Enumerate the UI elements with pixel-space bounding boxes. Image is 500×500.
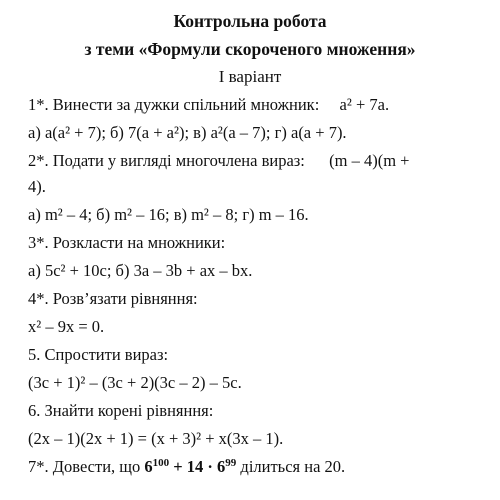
task-2-expression-cont: 4). — [28, 177, 46, 196]
task-7-number: 7*. — [28, 457, 49, 476]
task-1-number: 1*. — [28, 95, 49, 114]
task-7-formula-middle: + 14 · 6 — [169, 457, 226, 476]
task-3-statement — [28, 232, 472, 254]
task-4-statement — [28, 288, 472, 310]
title-line-1: Контрольна робота — [173, 11, 327, 31]
task-1-text: Винести за дужки спільний множник: — [52, 95, 320, 114]
task-7-base: 6 — [144, 457, 153, 476]
task-4-text: Розв’язати рівняння: — [52, 289, 198, 308]
task-2-expression: (m – 4)(m + — [329, 151, 410, 170]
task-7-formula — [144, 457, 236, 476]
task-6-equation: (2x – 1)(2x + 1) = (x + 3)² + x(3x – 1). — [28, 429, 284, 448]
task-2-options: а) m² – 4; б) m² – 16; в) m² – 8; г) m – 16. — [28, 205, 309, 224]
task-5-statement — [28, 344, 472, 366]
task-2-text: Подати у вигляді многочлена вираз: — [52, 151, 305, 170]
task-3-number: 3*. — [28, 233, 49, 252]
task-7-exponent-2: 99 — [225, 457, 237, 469]
task-7-statement — [28, 456, 472, 478]
task-2-statement — [28, 150, 472, 172]
task-2-number: 2*. — [28, 151, 49, 170]
task-1-statement — [28, 94, 472, 116]
task-4-equation: x² – 9x = 0. — [28, 317, 105, 336]
task-5-number: 5. — [28, 345, 41, 364]
task-4-number: 4*. — [28, 289, 49, 308]
task-6-number: 6. — [28, 401, 41, 420]
task-5-text: Спростити вираз: — [44, 345, 169, 364]
task-1-expression: a² + 7a. — [339, 95, 390, 114]
task-3-options: а) 5c² + 10c; б) 3a – 3b + ax – bx. — [28, 261, 253, 280]
task-7-text: Довести, що — [52, 457, 141, 476]
task-5-expression: (3c + 1)² – (3c + 2)(3c – 2) – 5c. — [28, 373, 242, 392]
task-1-options: а) a(a² + 7); б) 7(a + a²); в) a²(a – 7); г) a(a + 7). — [28, 123, 347, 142]
title-line-2: з теми «Формули скороченого множення» — [84, 39, 416, 59]
task-6-text: Знайти корені рівняння: — [44, 401, 214, 420]
task-7-exponent-1: 100 — [152, 457, 170, 469]
task-7-text-end: ділиться на 20. — [240, 457, 346, 476]
task-6-statement — [28, 400, 472, 422]
task-3-text: Розкласти на множники: — [52, 233, 226, 252]
variant-label: І варіант — [218, 67, 282, 86]
